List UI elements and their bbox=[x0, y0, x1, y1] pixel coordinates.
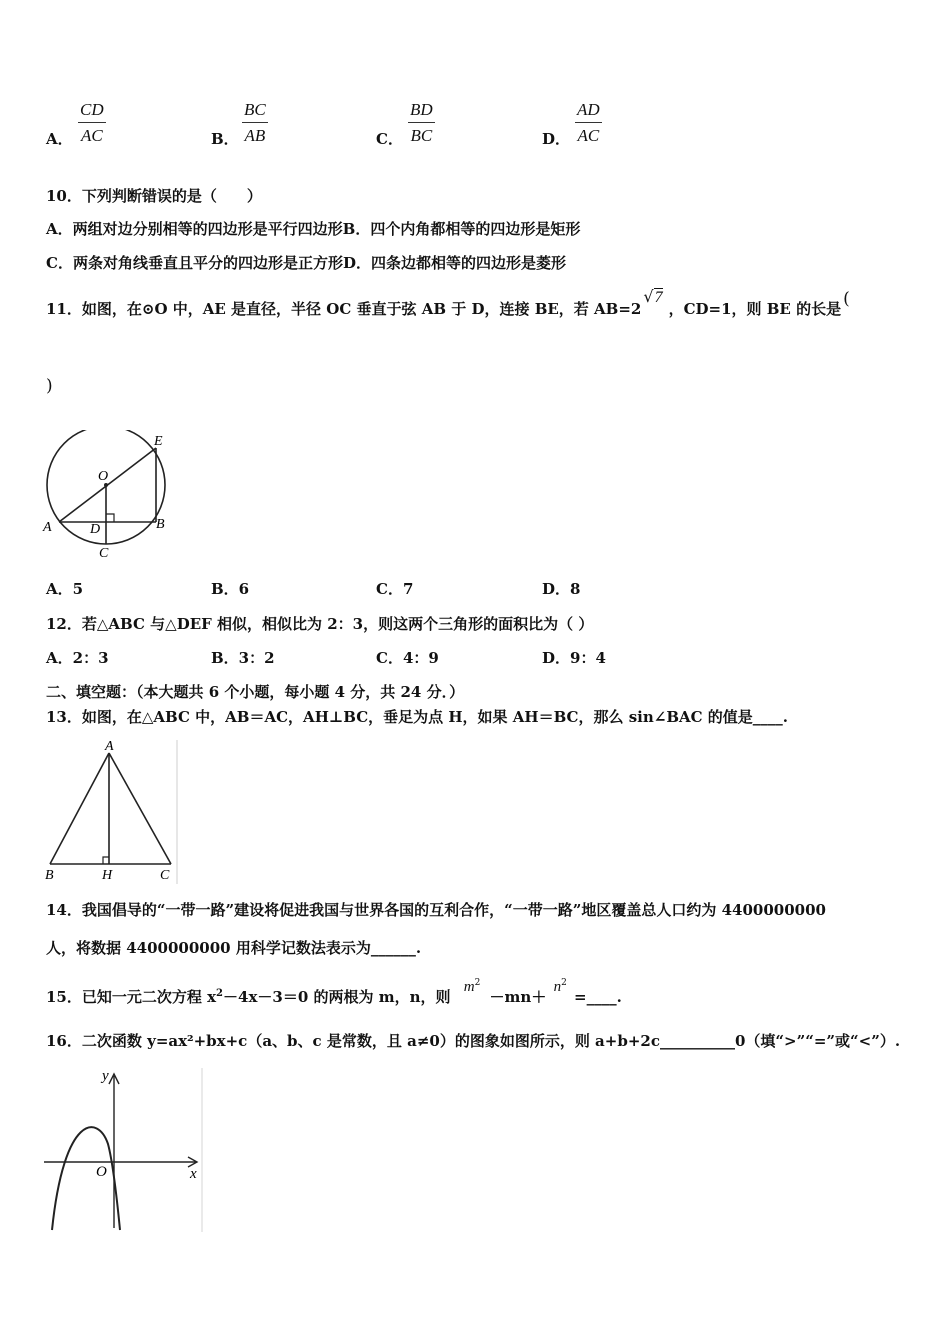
q11-open-paren: ( bbox=[843, 289, 850, 309]
sqrt-radicand: 7 bbox=[654, 289, 663, 306]
q12-option-c: C．4：9 bbox=[376, 649, 439, 667]
fraction-numerator: BC bbox=[244, 100, 266, 119]
label-o: O bbox=[98, 469, 109, 484]
right-angle-mark bbox=[106, 514, 114, 522]
fraction-denominator: BC bbox=[410, 126, 433, 145]
m-squared: $m^2$ bbox=[463, 978, 481, 995]
q11-stem-part2: ，CD=1，则 BE 的长是 bbox=[668, 300, 842, 318]
label-y: y bbox=[102, 1068, 109, 1084]
q11-stem-part1: 11．如图，在⊙O 中，AE 是直径，半径 OC 垂直于弦 AB 于 D，连接 BE，若 AB=2 bbox=[46, 300, 642, 318]
q12-option-a: A．2：3 bbox=[46, 649, 109, 667]
label-b: B bbox=[45, 868, 54, 883]
label-a: A bbox=[43, 520, 52, 535]
q12-option-d: D．9：4 bbox=[542, 649, 606, 667]
q9-option-c-label: C． bbox=[376, 130, 403, 148]
q9-option-a-fraction bbox=[78, 100, 106, 146]
fraction-numerator: BD bbox=[410, 100, 433, 119]
q10-options-line2: C．两条对角线垂直且平分的四边形是正方形D．四条边都相等的四边形是菱形 bbox=[46, 254, 566, 272]
q11-option-d: D．8 bbox=[542, 580, 581, 598]
q16-stem: 16．二次函数 y=ax²+bx+c（a、b、c 是常数，且 a≠0）的图象如图所示，则 a+b+2c__________0（填“>”“=”或“<”）. bbox=[46, 1032, 901, 1050]
q12-option-b: B．3：2 bbox=[211, 649, 275, 667]
label-h: H bbox=[102, 868, 113, 883]
q9-option-d-fraction bbox=[575, 100, 602, 146]
label-b: B bbox=[156, 517, 165, 532]
q9-option-d-label: D． bbox=[542, 130, 571, 148]
fraction-numerator: AD bbox=[577, 100, 600, 119]
q15-stem bbox=[46, 978, 622, 1008]
label-d: D bbox=[90, 522, 101, 537]
label-e: E bbox=[154, 434, 163, 449]
n-squared: $n^2$ bbox=[553, 978, 567, 995]
q11-option-c: C．7 bbox=[376, 580, 414, 598]
right-angle-mark bbox=[103, 857, 109, 864]
q15-minus-mn: －mn＋ bbox=[489, 988, 547, 1006]
sqrt-seven: √7 bbox=[643, 287, 663, 306]
q9-option-b-fraction bbox=[242, 100, 268, 146]
q9-option-a-label: A． bbox=[46, 130, 73, 148]
label-c: C bbox=[99, 546, 109, 561]
q15-stem-part1: 15．已知一元二次方程 x bbox=[46, 988, 217, 1006]
q14-line1: 14．我国倡导的“一带一路”建设将促进我国与世界各国的互利合作，“一带一路”地区覆盖总人口约为 4400000000 bbox=[46, 901, 826, 919]
fraction-denominator: AC bbox=[80, 126, 103, 145]
q13-triangle-figure bbox=[42, 738, 182, 886]
q15-tail: =____. bbox=[574, 988, 622, 1006]
q10-stem: 10．下列判断错误的是（ ） bbox=[46, 187, 262, 205]
side-ac bbox=[109, 753, 171, 864]
q10-options-line1: A．两组对边分别相等的四边形是平行四边形B．四个内角都相等的四边形是矩形 bbox=[46, 220, 581, 238]
label-x: x bbox=[190, 1166, 197, 1182]
q9-option-b-label: B． bbox=[211, 130, 239, 148]
q11-option-a: A．5 bbox=[46, 580, 84, 598]
q15-superscript: 2 bbox=[216, 988, 224, 999]
q14-line2: 人，将数据 4400000000 用科学记数法表示为______. bbox=[46, 939, 422, 957]
fraction-denominator: AB bbox=[244, 126, 266, 145]
q11-circle-figure bbox=[40, 430, 180, 562]
label-c: C bbox=[160, 868, 170, 883]
section-2-heading: 二、填空题：（本大题共 6 个小题，每小题 4 分，共 24 分．） bbox=[46, 683, 465, 701]
parabola-curve bbox=[52, 1127, 120, 1230]
q15-stem-part2: －4x－3＝0 的两根为 m，n，则 bbox=[223, 988, 451, 1006]
fraction-numerator: CD bbox=[80, 100, 104, 119]
fraction-denominator: AC bbox=[577, 126, 600, 145]
label-origin: O bbox=[96, 1164, 107, 1180]
q11-stem bbox=[46, 287, 850, 320]
q9-option-c-fraction bbox=[408, 100, 435, 146]
q11-close-paren: ) bbox=[46, 376, 53, 396]
q12-stem: 12．若△ABC 与△DEF 相似，相似比为 2：3，则这两个三角形的面积比为（ ） bbox=[46, 615, 594, 633]
side-ab bbox=[50, 753, 109, 864]
label-a: A bbox=[105, 739, 114, 754]
q16-parabola-figure bbox=[42, 1064, 206, 1234]
q13-stem: 13．如图，在△ABC 中，AB＝AC，AH⊥BC，垂足为点 H，如果 AH＝BC，那么 sin∠BAC 的值是____. bbox=[46, 708, 789, 726]
q11-option-b: B．6 bbox=[211, 580, 250, 598]
